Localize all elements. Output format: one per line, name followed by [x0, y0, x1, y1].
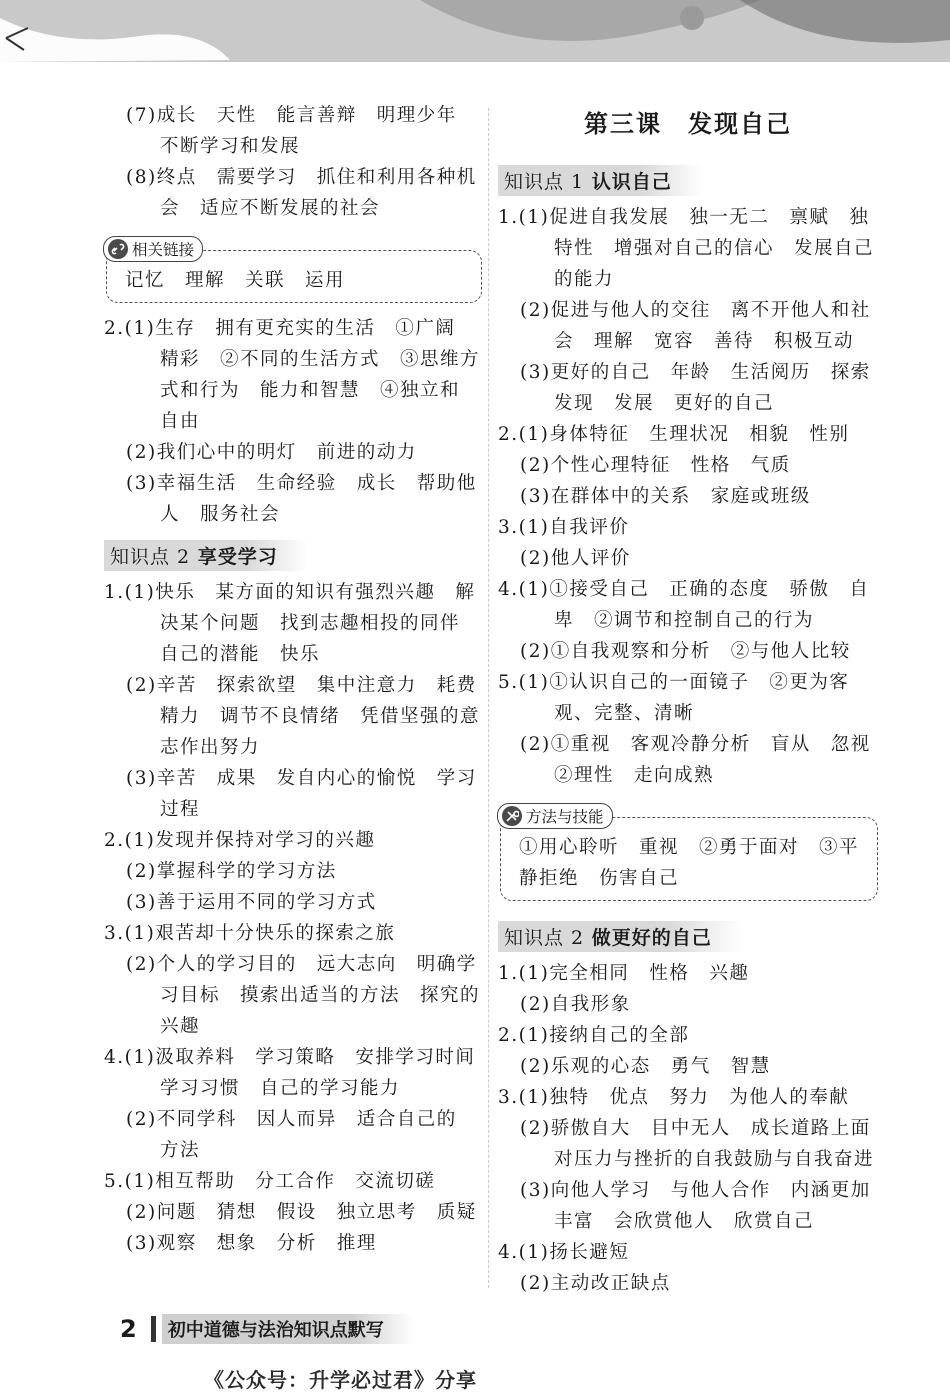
text-line: 式和行为 能力和智慧 ④独立和	[160, 380, 461, 401]
text-line: (3)观察 想象 分析 推理	[126, 1233, 377, 1254]
text-line: 会 适应不断发展的社会	[160, 198, 381, 219]
text-line: (2)掌握科学的学习方法	[126, 861, 337, 882]
text-line: 自己的潜能 快乐	[160, 644, 321, 665]
text-line: (2)问题 猜想 假设 独立思考 质疑	[126, 1202, 477, 1223]
methods-skills-tag	[497, 803, 613, 829]
left-column	[104, 100, 482, 1259]
methods-skills-text-1: ①用心聆听 重视 ②勇于面对 ③平	[519, 837, 860, 858]
section-header-know-yourself	[498, 165, 702, 196]
text-line: 志作出努力	[160, 737, 261, 758]
text-line: (2)个性心理特征 性格 气质	[520, 455, 791, 476]
text-line: 会 理解 宽容 善待 积极互动	[554, 331, 855, 352]
text-line: (3)在群体中的关系 家庭或班级	[520, 486, 811, 507]
text-line: 1.(1)快乐 某方面的知识有强烈兴趣 解	[104, 582, 476, 603]
text-line: (2)不同学科 因人而异 适合自己的	[126, 1109, 457, 1130]
text-line: 的能力	[554, 269, 615, 290]
text-line: 5.(1)相互帮助 分工合作 交流切磋	[104, 1171, 436, 1192]
right-column	[498, 100, 878, 1299]
watermark-text: 《公众号：升学必过君》分享	[204, 1368, 477, 1392]
page-footer	[120, 1314, 414, 1344]
text-line: (2)乐观的心态 勇气 智慧	[520, 1056, 771, 1077]
text-line: 对压力与挫折的自我鼓励与自我奋进	[554, 1149, 875, 1170]
tools-icon	[502, 806, 522, 826]
left-block-2	[104, 313, 482, 530]
text-line: 卑 ②调节和控制自己的行为	[554, 610, 815, 631]
text-line: 特性 增强对自己的信心 发展自己	[554, 238, 875, 259]
text-line: (8)终点 需要学习 抓住和利用各种机	[126, 167, 477, 188]
text-line: 决某个问题 找到志趣相投的同伴	[160, 613, 461, 634]
text-line: 发现 发展 更好的自己	[554, 393, 775, 414]
text-line: (2)他人评价	[520, 548, 631, 569]
text-line: 2.(1)接纳自己的全部	[498, 1025, 690, 1046]
text-line: (7)成长 天性 能言善辩 明理少年	[126, 105, 457, 126]
text-line: 4.(1)扬长避短	[498, 1242, 630, 1263]
book-title: 初中道德与法治知识点默写	[162, 1314, 414, 1344]
text-line: 丰富 会欣赏他人 欣赏自己	[554, 1211, 815, 1232]
right-block-2	[498, 958, 878, 1299]
section-title: 享受学习	[197, 546, 278, 568]
text-line: 3.(1)自我评价	[498, 517, 630, 538]
column-divider	[488, 108, 489, 1288]
text-line: (2)我们心中的明灯 前进的动力	[126, 442, 417, 463]
section-number: 知识点 2	[504, 927, 585, 949]
text-line: 3.(1)艰苦却十分快乐的探索之旅	[104, 923, 396, 944]
text-line: 4.(1)汲取养料 学习策略 安排学习时间	[104, 1047, 476, 1068]
text-line: 自由	[160, 411, 201, 432]
section-title: 做更好的自己	[591, 927, 712, 949]
text-line: 人 服务社会	[160, 504, 281, 525]
text-line: (2)促进与他人的交往 离不开他人和社	[520, 300, 871, 321]
text-line: 习目标 摸索出适当的方法 探究的	[160, 985, 481, 1006]
methods-skills-text-2: 静拒绝 伤害自己	[519, 868, 680, 889]
methods-skills-box	[500, 808, 878, 901]
lesson-title: 第三课 发现自己	[584, 110, 792, 138]
footer-bar	[151, 1316, 156, 1342]
section-header-enjoy-learning	[104, 540, 308, 571]
text-line: 不断学习和发展	[160, 136, 301, 157]
text-line: 方法	[160, 1140, 201, 1161]
text-line: 学习习惯 自己的学习能力	[160, 1078, 401, 1099]
text-line: (2)个人的学习目的 远大志向 明确学	[126, 954, 477, 975]
text-line: (3)辛苦 成果 发自内心的愉悦 学习	[126, 768, 477, 789]
text-line: 5.(1)①认识自己的一面镜子 ②更为客	[498, 672, 850, 693]
text-line: 1.(1)促进自我发展 独一无二 禀赋 独	[498, 207, 870, 228]
right-block-1	[498, 202, 878, 791]
text-line: (2)骄傲自大 目中无人 成长道路上面	[520, 1118, 871, 1139]
text-line: ②理性 走向成熟	[554, 765, 715, 786]
text-line: (2)自我形象	[520, 994, 631, 1015]
text-line: 1.(1)完全相同 性格 兴趣	[498, 963, 750, 984]
text-line: 2.(1)发现并保持对学习的兴趣	[104, 830, 376, 851]
text-line: 兴趣	[160, 1016, 201, 1037]
text-line: (3)幸福生活 生命经验 成长 帮助他	[126, 473, 477, 494]
related-links-text: 记忆 理解 关联 运用	[125, 270, 346, 291]
link-icon	[108, 239, 128, 259]
related-links-box	[106, 241, 482, 303]
text-line: 2.(1)身体特征 生理状况 相貌 性别	[498, 424, 850, 445]
section-header-better-self	[498, 921, 742, 952]
left-block-1	[104, 100, 482, 224]
text-line: 4.(1)①接受自己 正确的态度 骄傲 自	[498, 579, 870, 600]
text-line: 过程	[160, 799, 201, 820]
text-line: (3)善于运用不同的学习方式	[126, 892, 377, 913]
top-decorative-band	[0, 0, 950, 62]
text-line: (2)主动改正缺点	[520, 1273, 671, 1294]
text-line: 精彩 ②不同的生活方式 ③思维方	[160, 349, 481, 370]
text-line: (2)辛苦 探索欲望 集中注意力 耗费	[126, 675, 477, 696]
methods-skills-label: 方法与技能	[526, 808, 604, 826]
text-line: 精力 调节不良情绪 凭借坚强的意	[160, 706, 481, 727]
left-block-3	[104, 577, 482, 1259]
text-line: 观、完整、清晰	[554, 703, 695, 724]
text-line: 2.(1)生存 拥有更充实的生活 ①广阔	[104, 318, 456, 339]
text-line: 3.(1)独特 优点 努力 为他人的奉献	[498, 1087, 850, 1108]
section-number: 知识点 1	[504, 171, 585, 193]
page-number: 2	[120, 1315, 137, 1343]
text-line: (2)①自我观察和分析 ②与他人比较	[520, 641, 851, 662]
text-line: (2)①重视 客观冷静分析 盲从 忽视	[520, 734, 871, 755]
section-title: 认识自己	[591, 171, 672, 193]
text-line: (3)更好的自己 年龄 生活阅历 探索	[520, 362, 871, 383]
related-links-tag	[103, 236, 203, 262]
text-line: (3)向他人学习 与他人合作 内涵更加	[520, 1180, 871, 1201]
section-number: 知识点 2	[110, 546, 191, 568]
related-links-label: 相关链接	[132, 241, 195, 259]
